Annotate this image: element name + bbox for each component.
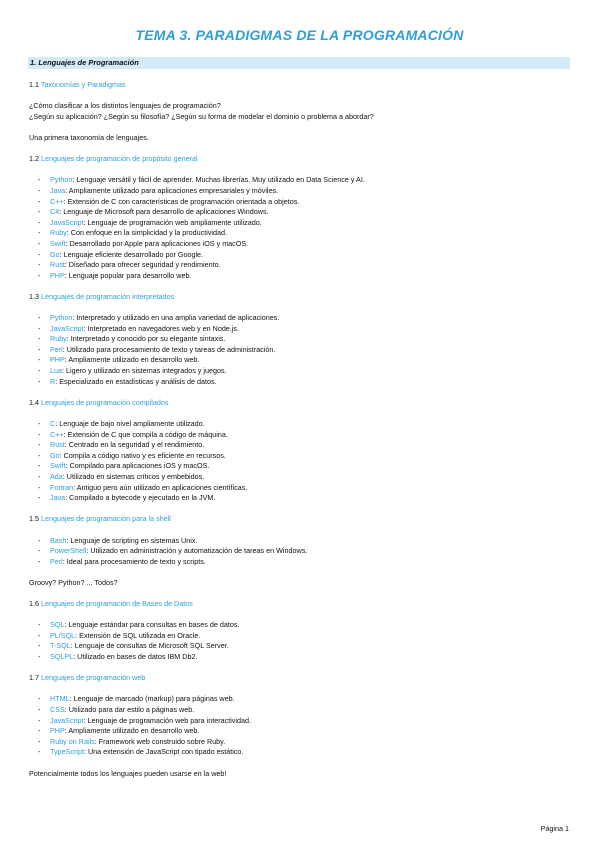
list-item	[38, 355, 574, 366]
list-item	[38, 323, 574, 335]
taxonomy-line: Una primera taxonomía de lenguajes.	[29, 132, 149, 142]
list-item	[38, 620, 574, 631]
language-name: TypeScript	[50, 747, 84, 757]
list-item	[38, 493, 574, 504]
language-description: : Ampliamente utilizado para aplicaciones empresariales y móviles.	[65, 185, 279, 195]
list-item	[38, 482, 574, 494]
document-body	[29, 80, 574, 779]
list-item	[38, 715, 574, 727]
bullet-dash: -	[38, 429, 41, 439]
language-name: Ruby	[50, 334, 67, 344]
language-description: : Ideal para procesamiento de texto y scripts.	[62, 556, 206, 566]
list-item	[38, 366, 574, 377]
bullet-dash: -	[38, 736, 41, 746]
language-description: : Interpretado y conocido por su elegante sintaxis.	[66, 334, 226, 344]
intro-line: ¿Según su aplicación? ¿Según su filosofía? ¿Según su forma de modelar el dominio o problema a abordar?	[29, 111, 374, 121]
language-name: Perl	[50, 556, 63, 566]
language-name: Go	[50, 249, 60, 259]
bullet-dash: -	[38, 450, 41, 460]
list-item	[38, 249, 574, 261]
page-number: Página 1	[540, 824, 569, 833]
language-description: : Lenguaje de programación web para interactividad.	[83, 715, 251, 725]
bullet-dash: -	[38, 482, 41, 492]
language-description: : Centrado en la seguridad y el rendimiento.	[64, 440, 205, 450]
language-description: : Interpretado en navegadores web y en Node.js.	[83, 323, 239, 333]
list-item	[38, 228, 574, 239]
bullet-dash: -	[38, 705, 41, 715]
language-name: Rust	[50, 440, 65, 450]
bullet-dash: -	[38, 726, 41, 736]
bullet-dash: -	[38, 313, 41, 323]
list-item	[38, 694, 574, 705]
bullet-dash: -	[38, 641, 41, 651]
list-item	[38, 196, 574, 208]
bullet-dash: -	[38, 440, 41, 450]
list-item	[38, 736, 574, 748]
list-item	[38, 535, 574, 547]
language-description: : Ampliamente utilizado en desarrollo web.	[64, 726, 200, 736]
language-name: Bash	[50, 535, 67, 545]
closing-line: Potencialmente todos los lenguajes pueden usarse en la web!	[29, 768, 227, 778]
bullet-dash: -	[38, 355, 41, 365]
language-name: PHP	[50, 355, 65, 365]
bullet-dash: -	[38, 366, 41, 376]
language-description: : Lenguaje de scripting en sistemas Unix.	[66, 535, 198, 545]
language-name: JavaScript	[50, 217, 84, 227]
list-item	[38, 471, 574, 483]
bullet-dash: -	[38, 228, 41, 238]
list-item	[38, 207, 574, 218]
subsection-heading-1-5: 1.5 Lenguajes de programación para la shell	[29, 514, 171, 524]
bullet-dash: -	[38, 270, 41, 280]
language-description: : Ampliamente utilizado en desarrollo web.	[64, 355, 200, 365]
subsection-heading-1-1: 1.1 Taxonomías y Paradigmas	[29, 80, 126, 89]
list-item	[38, 556, 574, 568]
bullet-dash: -	[38, 493, 41, 503]
intro-line: ¿Cómo clasificar a los distintos lenguajes de programación?	[29, 101, 221, 111]
list-item	[38, 238, 574, 250]
list-item	[38, 461, 574, 472]
language-name: T-SQL	[50, 641, 71, 651]
bullet-dash: -	[38, 260, 41, 270]
bullet-dash: -	[38, 334, 41, 344]
bullet-dash: -	[38, 196, 41, 206]
language-name: PowerShell	[50, 546, 87, 556]
bullet-dash: -	[38, 344, 41, 354]
language-description: : Extensión de SQL utilizada en Oracle.	[75, 630, 201, 640]
bullet-dash: -	[38, 747, 41, 757]
language-description: : Lenguaje de marcado (markup) para páginas web.	[69, 694, 235, 704]
bullet-dash: -	[38, 715, 41, 725]
language-name: SQLPL	[50, 652, 74, 662]
language-list	[29, 419, 574, 504]
language-list	[29, 313, 574, 387]
list-item	[38, 419, 574, 430]
list-item	[38, 641, 574, 652]
subsection-heading-1-7: 1.7 Lenguajes de programación web	[29, 673, 146, 683]
language-description: : Compilado a bytecode y ejecutado en la JVM.	[65, 493, 216, 503]
list-item	[38, 705, 574, 716]
language-name: Lua	[50, 366, 62, 376]
language-description: : Compila a código nativo y es eficiente en recursos.	[59, 450, 226, 460]
language-description: : Lenguaje de programación web ampliamente utilizado.	[83, 217, 262, 227]
language-description: : Utilizado para procesamiento de texto y tareas de administración.	[62, 344, 276, 354]
language-description: : Con enfoque en la simplicidad y la productividad.	[66, 228, 227, 238]
language-name: Ruby on Rails	[50, 736, 95, 746]
language-name: C++	[50, 429, 64, 439]
language-description: : Ligero y utilizado en sistemas integrados y juegos.	[62, 366, 227, 376]
groovy-line: Groovy? Python? ... Todos?	[29, 577, 118, 587]
list-item	[38, 334, 574, 345]
language-name: Ada	[50, 471, 63, 481]
bullet-dash: -	[38, 556, 41, 566]
language-description: : Lenguaje de consultas de Microsoft SQL Server.	[70, 641, 229, 651]
language-name: C#	[50, 207, 60, 217]
list-item	[38, 726, 574, 737]
language-description: : Compilado para aplicaciones iOS y macOS.	[65, 461, 210, 471]
language-name: C	[50, 419, 56, 428]
bullet-dash: -	[38, 175, 41, 185]
list-item	[38, 630, 574, 642]
bullet-dash: -	[38, 652, 41, 662]
list-item	[38, 270, 574, 282]
list-item	[38, 440, 574, 451]
language-description: : Extensión de C con características de programación orientada a objetos.	[63, 196, 300, 206]
language-description: : Lenguaje popular para desarrollo web.	[64, 270, 192, 280]
bullet-dash: -	[38, 185, 41, 195]
language-name: PHP	[50, 726, 65, 736]
bullet-dash: -	[38, 419, 41, 428]
language-description: : Lenguaje de Microsoft para desarrollo de aplicaciones Windows.	[59, 207, 269, 217]
page-title: TEMA 3. PARADIGMAS DE LA PROGRAMACIÓN	[135, 27, 464, 43]
bullet-dash: -	[38, 249, 41, 259]
list-item	[38, 376, 574, 388]
bullet-dash: -	[38, 630, 41, 640]
list-item	[38, 546, 574, 557]
list-item	[38, 217, 574, 229]
language-description: : Diseñado para ofrecer seguridad y rendimiento.	[64, 260, 221, 270]
language-name: JavaScript	[50, 323, 84, 333]
bullet-dash: -	[38, 694, 41, 704]
bullet-dash: -	[38, 217, 41, 227]
language-description: : Utilizado en sistemas críticos y embebidos.	[62, 471, 205, 481]
list-item	[38, 185, 574, 197]
language-name: Python	[50, 175, 73, 185]
subsection-heading-1-3: 1.3 Lenguajes de programación interpretados	[29, 291, 175, 301]
language-name: Python	[50, 313, 73, 323]
language-list	[29, 175, 574, 281]
list-item	[38, 313, 574, 324]
list-item	[38, 652, 574, 663]
bullet-dash: -	[38, 620, 41, 630]
list-item	[38, 450, 574, 462]
list-item	[38, 175, 574, 186]
language-description: : Utilizado para dar estilo a páginas web.	[64, 705, 195, 715]
bullet-dash: -	[38, 207, 41, 217]
language-description: : Desarrollado por Apple para aplicaciones iOS y macOS.	[65, 238, 249, 248]
bullet-dash: -	[38, 461, 41, 471]
subsection-heading-1-4: 1.4 Lenguajes de programación compilados	[29, 397, 169, 407]
language-name: Java	[50, 185, 66, 195]
bullet-dash: -	[38, 546, 41, 556]
language-list	[29, 536, 574, 568]
language-name: PL/SQL	[50, 630, 76, 640]
language-list	[29, 694, 574, 758]
language-name: Swift	[50, 238, 66, 248]
language-description: : Extensión de C que compila a código de máquina.	[63, 429, 228, 439]
list-item	[38, 747, 574, 758]
bullet-dash: -	[38, 471, 41, 481]
language-name: Go	[50, 450, 60, 460]
language-description: : Una extensión de JavaScript con tipado estático.	[83, 747, 244, 757]
language-name: HTML	[50, 694, 70, 704]
language-description: : Interpretado y utilizado en una amplia variedad de aplicaciones.	[72, 313, 280, 323]
language-description: : Antiguo pero aún utilizado en aplicaciones científicas.	[73, 482, 248, 492]
language-description: : Especializado en estadísticas y análisis de datos.	[55, 376, 217, 386]
language-description: : Lenguaje de bajo nivel ampliamente utilizado.	[55, 419, 205, 428]
language-description: : Lenguaje eficiente desarrollado por Google.	[59, 249, 204, 259]
language-name: JavaScript	[50, 715, 84, 725]
language-name: C++	[50, 196, 64, 206]
language-description: : Framework web construido sobre Ruby.	[94, 736, 226, 746]
bullet-dash: -	[38, 323, 41, 333]
language-name: SQL	[50, 620, 65, 630]
language-name: PHP	[50, 270, 65, 280]
section-heading: 1. Lenguajes de Programación	[30, 58, 139, 67]
language-description: : Utilizado en administración y automatización de tareas en Windows.	[86, 546, 308, 556]
language-name: Fortran	[50, 482, 74, 492]
language-name: Java	[50, 493, 66, 503]
language-description: : Lenguaje versátil y fácil de aprender. Muchas librerías. Muy utilizado en Data Science y AI.	[72, 175, 365, 185]
language-name: Swift	[50, 461, 66, 471]
list-item	[38, 260, 574, 271]
language-name: CSS	[50, 705, 65, 715]
language-description: : Lenguaje estándar para consultas en bases de datos.	[64, 620, 240, 630]
language-description: : Utilizado en bases de datos IBM Db2.	[73, 652, 198, 662]
language-name: Rust	[50, 260, 65, 270]
language-list	[29, 620, 574, 662]
bullet-dash: -	[38, 535, 41, 545]
language-name: R	[50, 376, 56, 386]
subsection-heading-1-6: 1.6 Lenguajes de programación de Bases de Datos	[29, 599, 193, 609]
language-name: Perl	[50, 344, 63, 354]
bullet-dash: -	[38, 238, 41, 248]
list-item	[38, 344, 574, 356]
section-header-bar	[28, 57, 570, 69]
bullet-dash: -	[38, 376, 41, 386]
language-name: Ruby	[50, 228, 67, 238]
subsection-heading-1-2: 1.2 Lenguajes de programación de propósito general	[29, 154, 198, 164]
list-item	[38, 429, 574, 441]
